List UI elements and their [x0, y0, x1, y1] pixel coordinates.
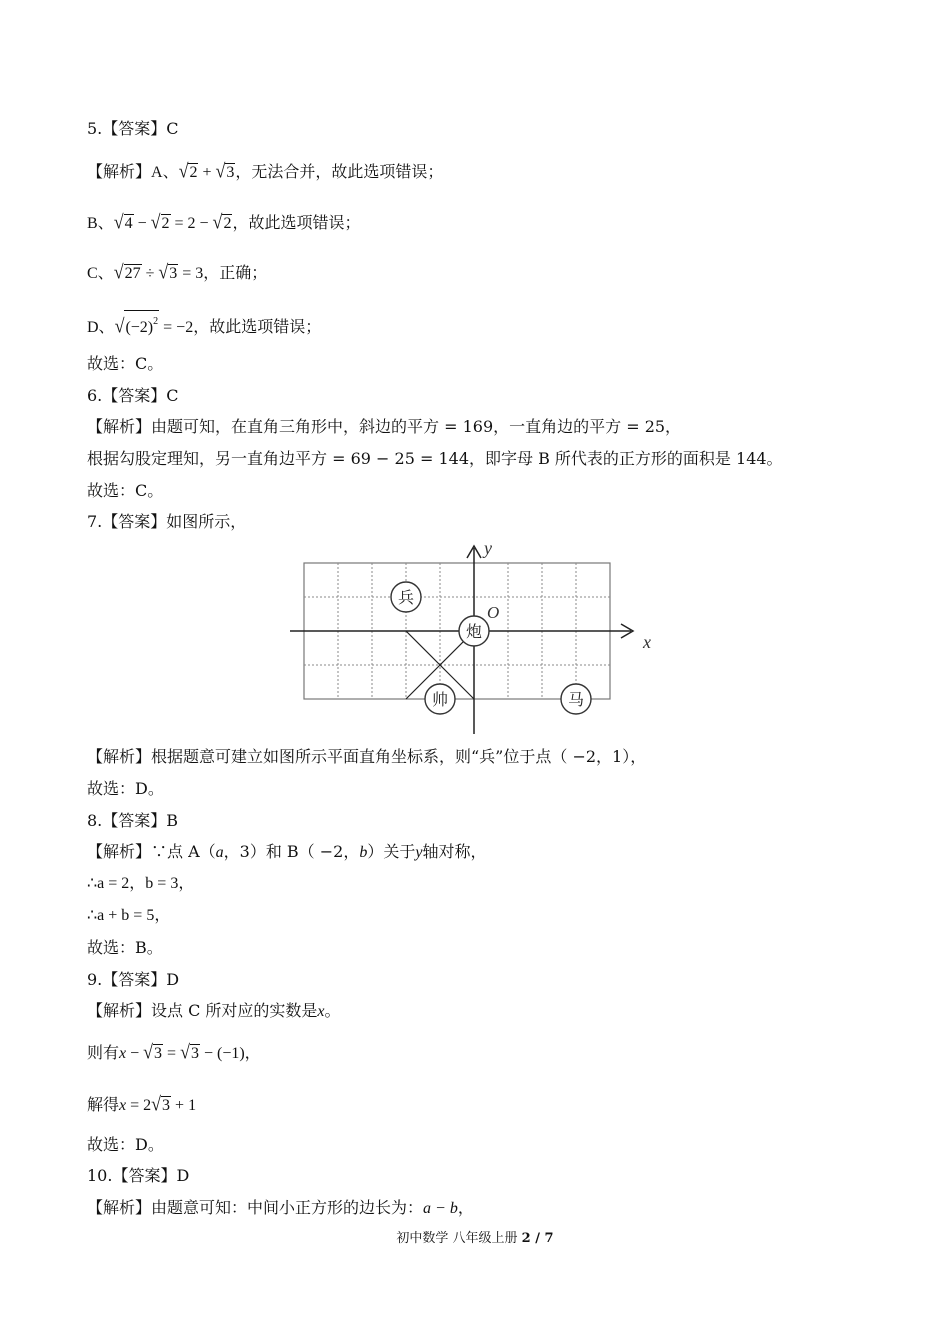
sqrt-expression: √3: [143, 1041, 163, 1063]
sqrt-expression: √2: [150, 211, 170, 233]
q7-answer: 7.【答案】如图所示，: [87, 512, 247, 531]
y-axis-label: y: [484, 538, 492, 558]
sqrt-expression: √2: [212, 211, 232, 233]
q5-option-b: B、√4 − √2 = 2 − √2，故此选项错误；: [87, 211, 361, 233]
q9-answer: 9.【答案】D: [87, 970, 180, 989]
q5-answer: 5.【答案】C: [87, 119, 179, 138]
q6-analysis-line2: 根据勾股定理知，另一直角边平方 = 69 − 25 = 144，即字母 B 所代表的正方形的面积是 144。: [87, 449, 783, 468]
q9-analysis-line1: 【解析】设点 C 所对应的实数是x。: [87, 1001, 341, 1020]
chess-pieces: [391, 582, 591, 714]
q8-analysis-line1: 【解析】∵点 A（a，3）和 B（ −2，b）关于y轴对称，: [87, 842, 487, 861]
sqrt-expression: √3: [151, 1093, 171, 1115]
q8-conclusion: 故选：B。: [87, 938, 163, 957]
chess-piece-label-bing: 兵: [397, 588, 415, 607]
q6-conclusion: 故选：C。: [87, 481, 164, 500]
q10-answer: 10.【答案】D: [87, 1166, 190, 1185]
origin-label: O: [487, 603, 500, 622]
page-total: 7: [544, 1231, 554, 1246]
q8-analysis-line2: ∴a = 2，b = 3，: [87, 875, 195, 892]
sqrt-expression: √27: [113, 261, 141, 283]
q9-equation: 则有x − √3 = √3 − (−1)，: [87, 1041, 261, 1063]
sqrt-expression: √3: [180, 1041, 199, 1063]
page-number: 2: [521, 1231, 531, 1246]
q5-option-d: D、$√(-2)^2 = -2$，故此选项错误；: [87, 310, 321, 339]
chess-piece-label-pao: 炮: [465, 622, 483, 641]
q8-answer: 8.【答案】B: [87, 811, 179, 830]
q8-analysis-line3: ∴a + b = 5，: [87, 907, 171, 924]
sqrt-expression: √3: [158, 261, 178, 283]
q6-analysis-line1: 【解析】由题可知，在直角三角形中，斜边的平方 = 169，一直角边的平方 = 25，: [87, 417, 682, 436]
chess-piece-label-ma: 马: [567, 690, 585, 709]
x-axis-label: x: [643, 632, 651, 652]
q7-analysis: 【解析】根据题意可建立如图所示平面直角坐标系，则“兵”位于点（ −2，1），: [87, 747, 647, 766]
q5-option-c: C、√27 ÷ √3 = 3，正确；: [87, 261, 268, 283]
chess-piece-label-shuai: 帅: [431, 690, 449, 709]
sqrt-expression: √2: [178, 160, 198, 182]
q5-conclusion: 故选：C。: [87, 354, 164, 373]
analysis-tag: 【解析】: [87, 164, 152, 181]
sqrt-expression: √3: [215, 160, 235, 182]
q10-analysis-line1: 【解析】由题意可知：中间小正方形的边长为：a − b，: [87, 1198, 474, 1217]
coordinate-grid-figure: [288, 538, 658, 738]
q9-solution: 解得x = 2√3 + 1: [87, 1093, 197, 1115]
sqrt-expression: √4: [113, 211, 133, 233]
sqrt-expression: $√(-2)^2$: [115, 310, 160, 339]
page-footer: 初中数学 八年级上册 2 / 7: [396, 1231, 554, 1246]
q5-option-a: 【解析】A、√2 + √3，无法合并，故此选项错误；: [87, 160, 444, 182]
q9-conclusion: 故选：D。: [87, 1135, 164, 1154]
q6-answer: 6.【答案】C: [87, 386, 179, 405]
q7-conclusion: 故选：D。: [87, 779, 164, 798]
